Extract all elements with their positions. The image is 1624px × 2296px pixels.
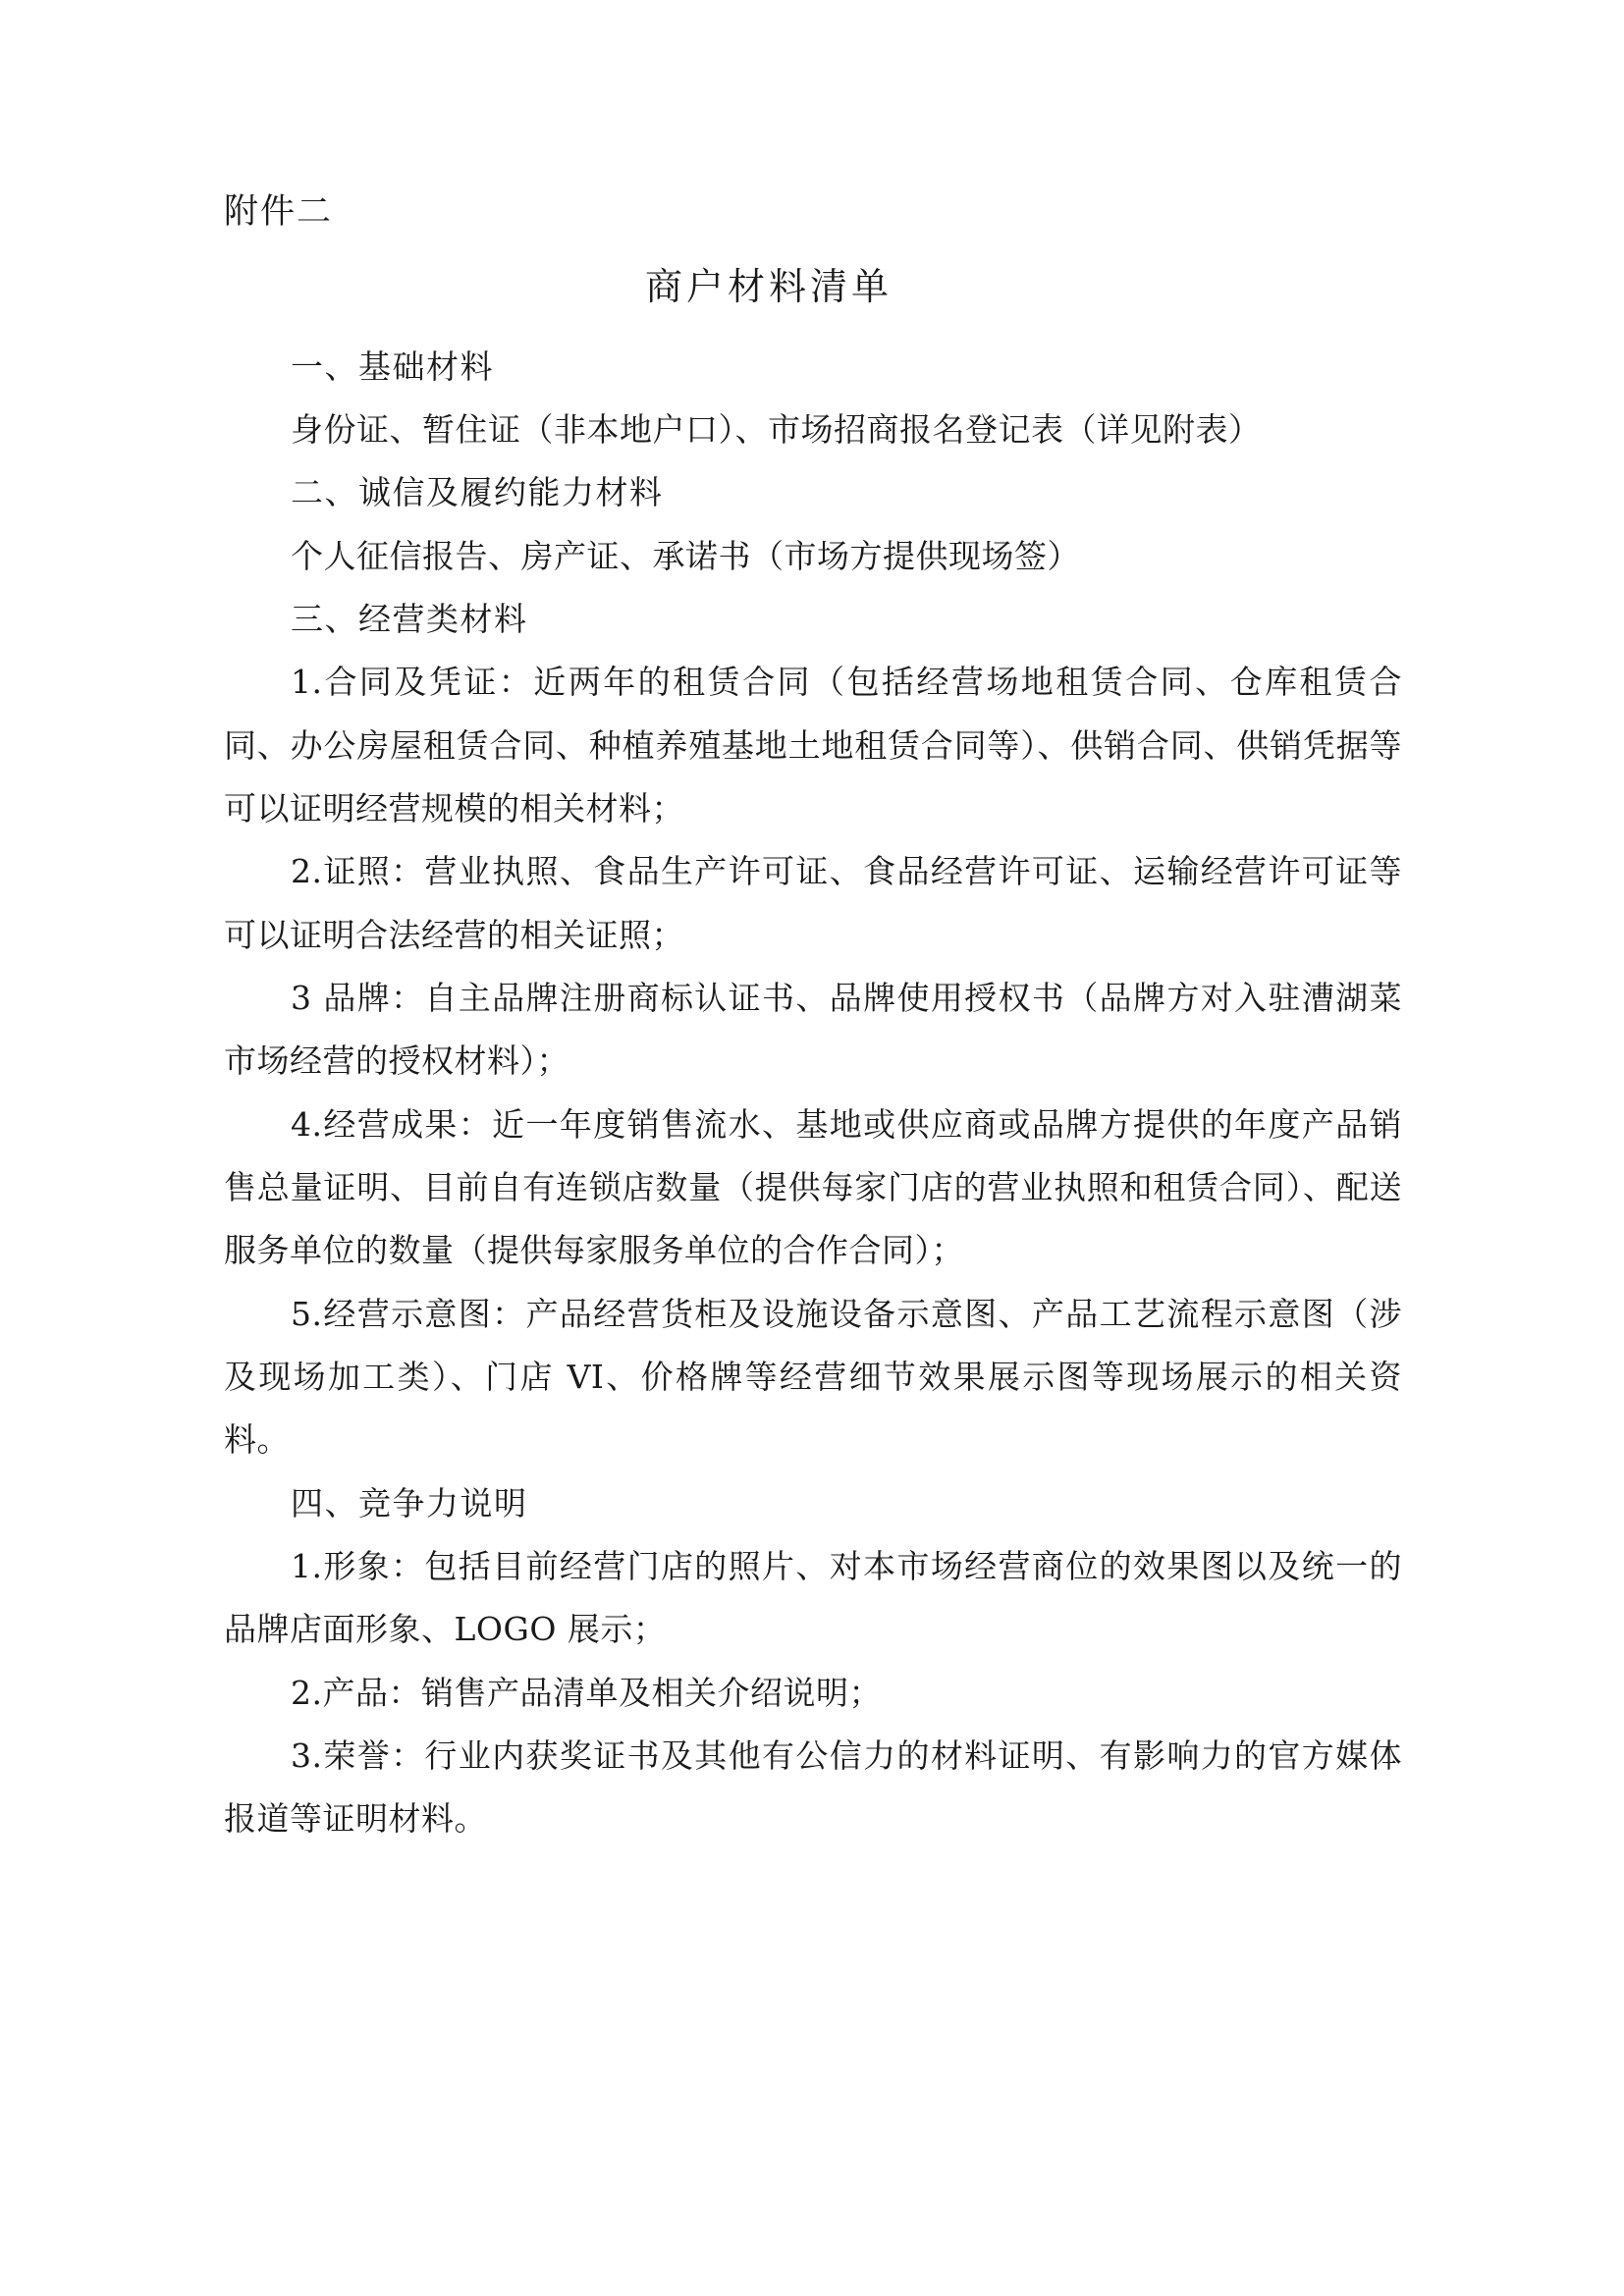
document-blocks — [224, 336, 1402, 1851]
paragraph: 个人征信报告、房产证、承诺书（市场方提供现场签） — [291, 536, 1080, 575]
document-body — [224, 187, 1402, 1851]
paragraph: 3 品牌：自主品牌注册商标认证书、品牌使用授权书（品牌方对入驻漕湖菜市场经营的授权材料）； — [224, 978, 1402, 1081]
paragraph: 4.经营成果：近一年度销售流水、基地或供应商或品牌方提供的年度产品销售总量证明、目前自有连锁店数量（提供每家门店的营业执照和租赁合同）、配送服务单位的数量（提供每家服务单位的合作合同）； — [224, 1104, 1402, 1270]
paragraph: 2.证照：营业执照、食品生产许可证、食品经营许可证、运输经营许可证等可以证明合法经营的相关证照； — [224, 852, 1402, 954]
paragraph: 5.经营示意图：产品经营货柜及设施设备示意图、产品工艺流程示意图（涉及现场加工类）、门店 VI、价格牌等经营细节效果展示图等现场展示的相关资料。 — [224, 1294, 1402, 1460]
paragraph: 身份证、暂住证（非本地户口）、市场招商报名登记表（详见附表） — [291, 409, 1262, 449]
paragraph: 2.产品：销售产品清单及相关介绍说明； — [291, 1673, 882, 1712]
paragraph: 3.荣誉：行业内获奖证书及其他有公信力的材料证明、有影响力的官方媒体报道等证明材料。 — [224, 1736, 1402, 1839]
attachment-label: 附件二 — [224, 192, 334, 232]
section-heading: 三、经营类材料 — [291, 599, 528, 638]
paragraph: 1.合同及凭证：近两年的租赁合同（包括经营场地租赁合同、仓库租赁合同、办公房屋租赁合同、种植养殖基地土地租赁合同等）、供销合同、供销凭据等可以证明经营规模的相关材料； — [224, 663, 1402, 828]
paragraph: 1.形象：包括目前经营门店的照片、对本市场经营商位的效果图以及统一的品牌店面形象、LOGO 展示； — [224, 1547, 1402, 1649]
section-heading: 四、竞争力说明 — [291, 1483, 528, 1522]
page-title: 商户材料清单 — [644, 264, 893, 308]
section-heading: 二、诚信及履约能力材料 — [291, 473, 664, 512]
section-heading: 一、基础材料 — [291, 347, 494, 386]
